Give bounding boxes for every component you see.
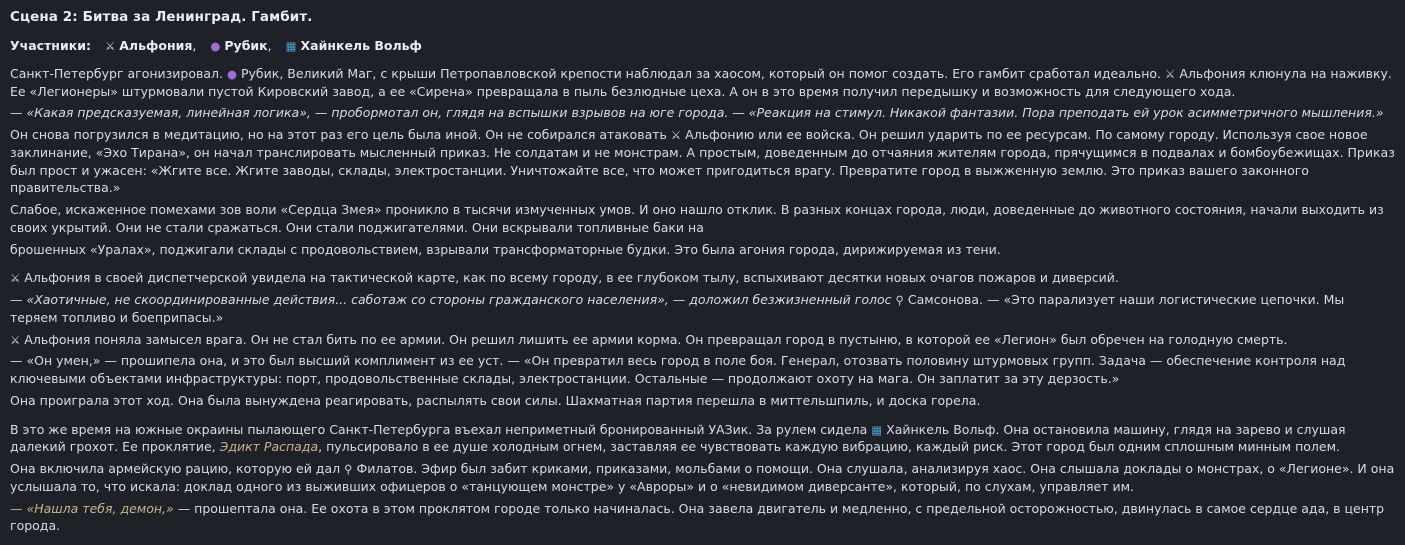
paragraph-6 bbox=[10, 269, 1395, 287]
person-icon: ⚲ bbox=[895, 293, 904, 308]
paragraph-11-part-c: , пульсировало в ее душе холодным огнем, заставляя ее чувствовать каждую вибрацию, каждый риск. Этот город был одним сплошным минным полем. bbox=[318, 439, 1340, 455]
dagger-icon: ⚔ bbox=[10, 271, 21, 286]
paragraph-1 bbox=[10, 65, 1395, 101]
paragraph-2 bbox=[10, 104, 1395, 122]
dagger-icon: ⚔ bbox=[104, 39, 116, 54]
participants-line: Участники: ⚔ Альфония, ● Рубик, ▦ Хайнкель Вольф bbox=[10, 38, 422, 54]
paragraph-9-text: — «Он умен,» — прошипела она, и это был высший комплимент из ее уст. — «Он превратил весь город в поле боя. Генерал, отозвать половину штурмовых групп. Задача — обеспечение контроля над ключевыми объектами инфраструктуры: порт, продовольственные склады, электростанции. Остальные — продолжают охоту на мага. Он заплатит за эту дерзость.» bbox=[10, 353, 1346, 387]
paragraph-10 bbox=[10, 392, 1395, 410]
participant-name-rubik: Рубик bbox=[224, 38, 268, 54]
participants-label: Участники: bbox=[10, 38, 91, 54]
participant-name-wolf: Хайнкель Вольф bbox=[300, 38, 422, 54]
paragraph-9 bbox=[10, 352, 1395, 388]
purple-circle-icon: ● bbox=[210, 39, 221, 54]
paragraph-5 bbox=[10, 241, 1395, 259]
paragraph-11 bbox=[10, 421, 1395, 457]
paragraph-3-part-b: Альфонию или ее войска. Он решил ударить по ее ресурсам. По самому городу. Используя свое новое заклинание, «Эхо Тирана», он начал транслировать мысленный приказ. Не солдатам и не монстрам. А простым, доведенным до отчаяния жителям города, прячущимся в подвалах и бомбоубежищах. Приказ был прост и ужасен: «Жгите все. Жгите заводы, склады, электростанции. Уничтожайте все, что может пригодиться врагу. Превратите город в выжженную землю. Это приказ вашего законного правительства.» bbox=[10, 127, 1395, 196]
paragraph-1-part-c: Альфония клюнула на наживку. Ее «Легионеры» штурмовали пустой Кировский завод, а ее «Сирена» превращала в пыль безлюдные цеха. А он в это время получил передышку и возможность для следующего хода. bbox=[10, 65, 1392, 99]
paragraph-7-part-b: Самсонова. — «Это парализует наши логистические цепочки. Мы теряем топливо и боеприпасы.» bbox=[10, 292, 1345, 325]
paragraph-1-part-b: Рубик, Великий Маг, с крыши Петропавловской крепости наблюдал за хаосом, который он помог создать. Его гамбит сработал идеально. bbox=[241, 65, 1166, 81]
paragraph-13-part-b: — прошептала она. Ее охота в этом проклятом городе только начиналась. Она завела двигатель и медленно, с предельной осторожностью, двинулась в самое сердце ада, в центр города. bbox=[10, 500, 1385, 534]
blue-square-icon: ▦ bbox=[871, 422, 883, 437]
blue-square-icon: ▦ bbox=[285, 39, 297, 54]
paragraph-3-part-a: Он снова погрузился в медитацию, но на этот раз его цель была иной. Он не собирался атаковать bbox=[10, 127, 671, 143]
paragraph-11-part-b: Хайнкель Вольф. Она остановила машину, глядя на зарево и слушая далекий грохот. Ее проклятие, bbox=[10, 421, 1346, 455]
paragraph-12-part-a: Она включила армейскую рацию, которую ей дал bbox=[10, 461, 345, 477]
scene-title: Сцена 2: Битва за Ленинград. Гамбит. bbox=[10, 9, 313, 25]
dagger-icon: ⚔ bbox=[10, 332, 21, 347]
person-icon: ⚲ bbox=[344, 462, 353, 477]
paragraph-4-text: Слабое, искаженное помехами зов воли «Сердца Змея» проникло в тысячи измученных умов. И оно нашло отклик. В разных концах города, люди, доведенные до животного состояния, начали выходить из своих укрытий. Они не стали сражаться. Они стали поджигателями. Они вскрывали топливные баки на bbox=[10, 202, 1384, 235]
paragraph-11-part-a: В это же время на южные окраины пылающего Санкт-Петербурга въехал неприметный бронированный УАЗик. За рулем сидела bbox=[10, 421, 872, 437]
paragraph-4 bbox=[10, 201, 1395, 237]
purple-circle-icon: ● bbox=[226, 66, 238, 81]
paragraph-5-text: брошенных «Уралах», поджигали склады с продовольствием, взрывали трансформаторные будки. Это была агония города, дирижируемая из тени. bbox=[10, 241, 1001, 257]
paragraph-2-text: — «Какая предсказуемая, линейная логика», — пробормотал он, глядя на вспышки взрывов на юге города. — «Реакция на стимул. Никакой фантазии. Пора преподать ей урок асимметричного мышления.» bbox=[10, 105, 1384, 121]
paragraph-7-part-a: — «Хаотичные, не скоординированные действия... саботаж со стороны гражданского населения», — доложил безжизненный голос bbox=[10, 292, 896, 308]
paragraph-8-text: Альфония поняла замысел врага. Он не стал бить по ее армии. Он решил лишить ее армии корма. Он превращал город в пустыню, в которой ее «Легион» был обречен на голодную смерть. bbox=[24, 331, 1288, 347]
dagger-icon: ⚔ bbox=[1165, 66, 1176, 81]
curse-name: Эдикт Распада bbox=[219, 439, 319, 455]
paragraph-3 bbox=[10, 126, 1395, 197]
paragraph-12-part-b: Филатов. Эфир был забит криками, приказами, мольбами о помощи. Она слушала, анализируя хаос. Она слышала доклады о монстрах, о «Легионе». И она услышала то, что искала: доклад одного из выживших офицеров о «танцующем монстре» у «Авроры» и о «невидимом диверсанте», который, по слухам, управляет им. bbox=[10, 461, 1395, 494]
paragraph-13 bbox=[10, 500, 1395, 536]
paragraph-1-part-a: Санкт-Петербург агонизировал. bbox=[10, 65, 227, 81]
paragraph-13-quote: — «Нашла тебя, демон,» bbox=[10, 500, 174, 516]
paragraph-10-text: Она проиграла этот ход. Она была вынуждена реагировать, распылять свои силы. Шахматная партия перешла в миттельшпиль, и доска горела. bbox=[10, 392, 981, 408]
participant-name-alfonia: Альфония bbox=[119, 38, 193, 54]
paragraph-7 bbox=[10, 291, 1395, 327]
paragraph-12 bbox=[10, 460, 1395, 496]
dagger-icon: ⚔ bbox=[670, 128, 682, 143]
paragraph-6-text: Альфония в своей диспетчерской увидела на тактической карте, как по всему городу, в ее глубоком тылу, вспыхивают десятки новых очагов пожаров и диверсий. bbox=[24, 270, 1119, 286]
paragraph-8 bbox=[10, 331, 1395, 349]
